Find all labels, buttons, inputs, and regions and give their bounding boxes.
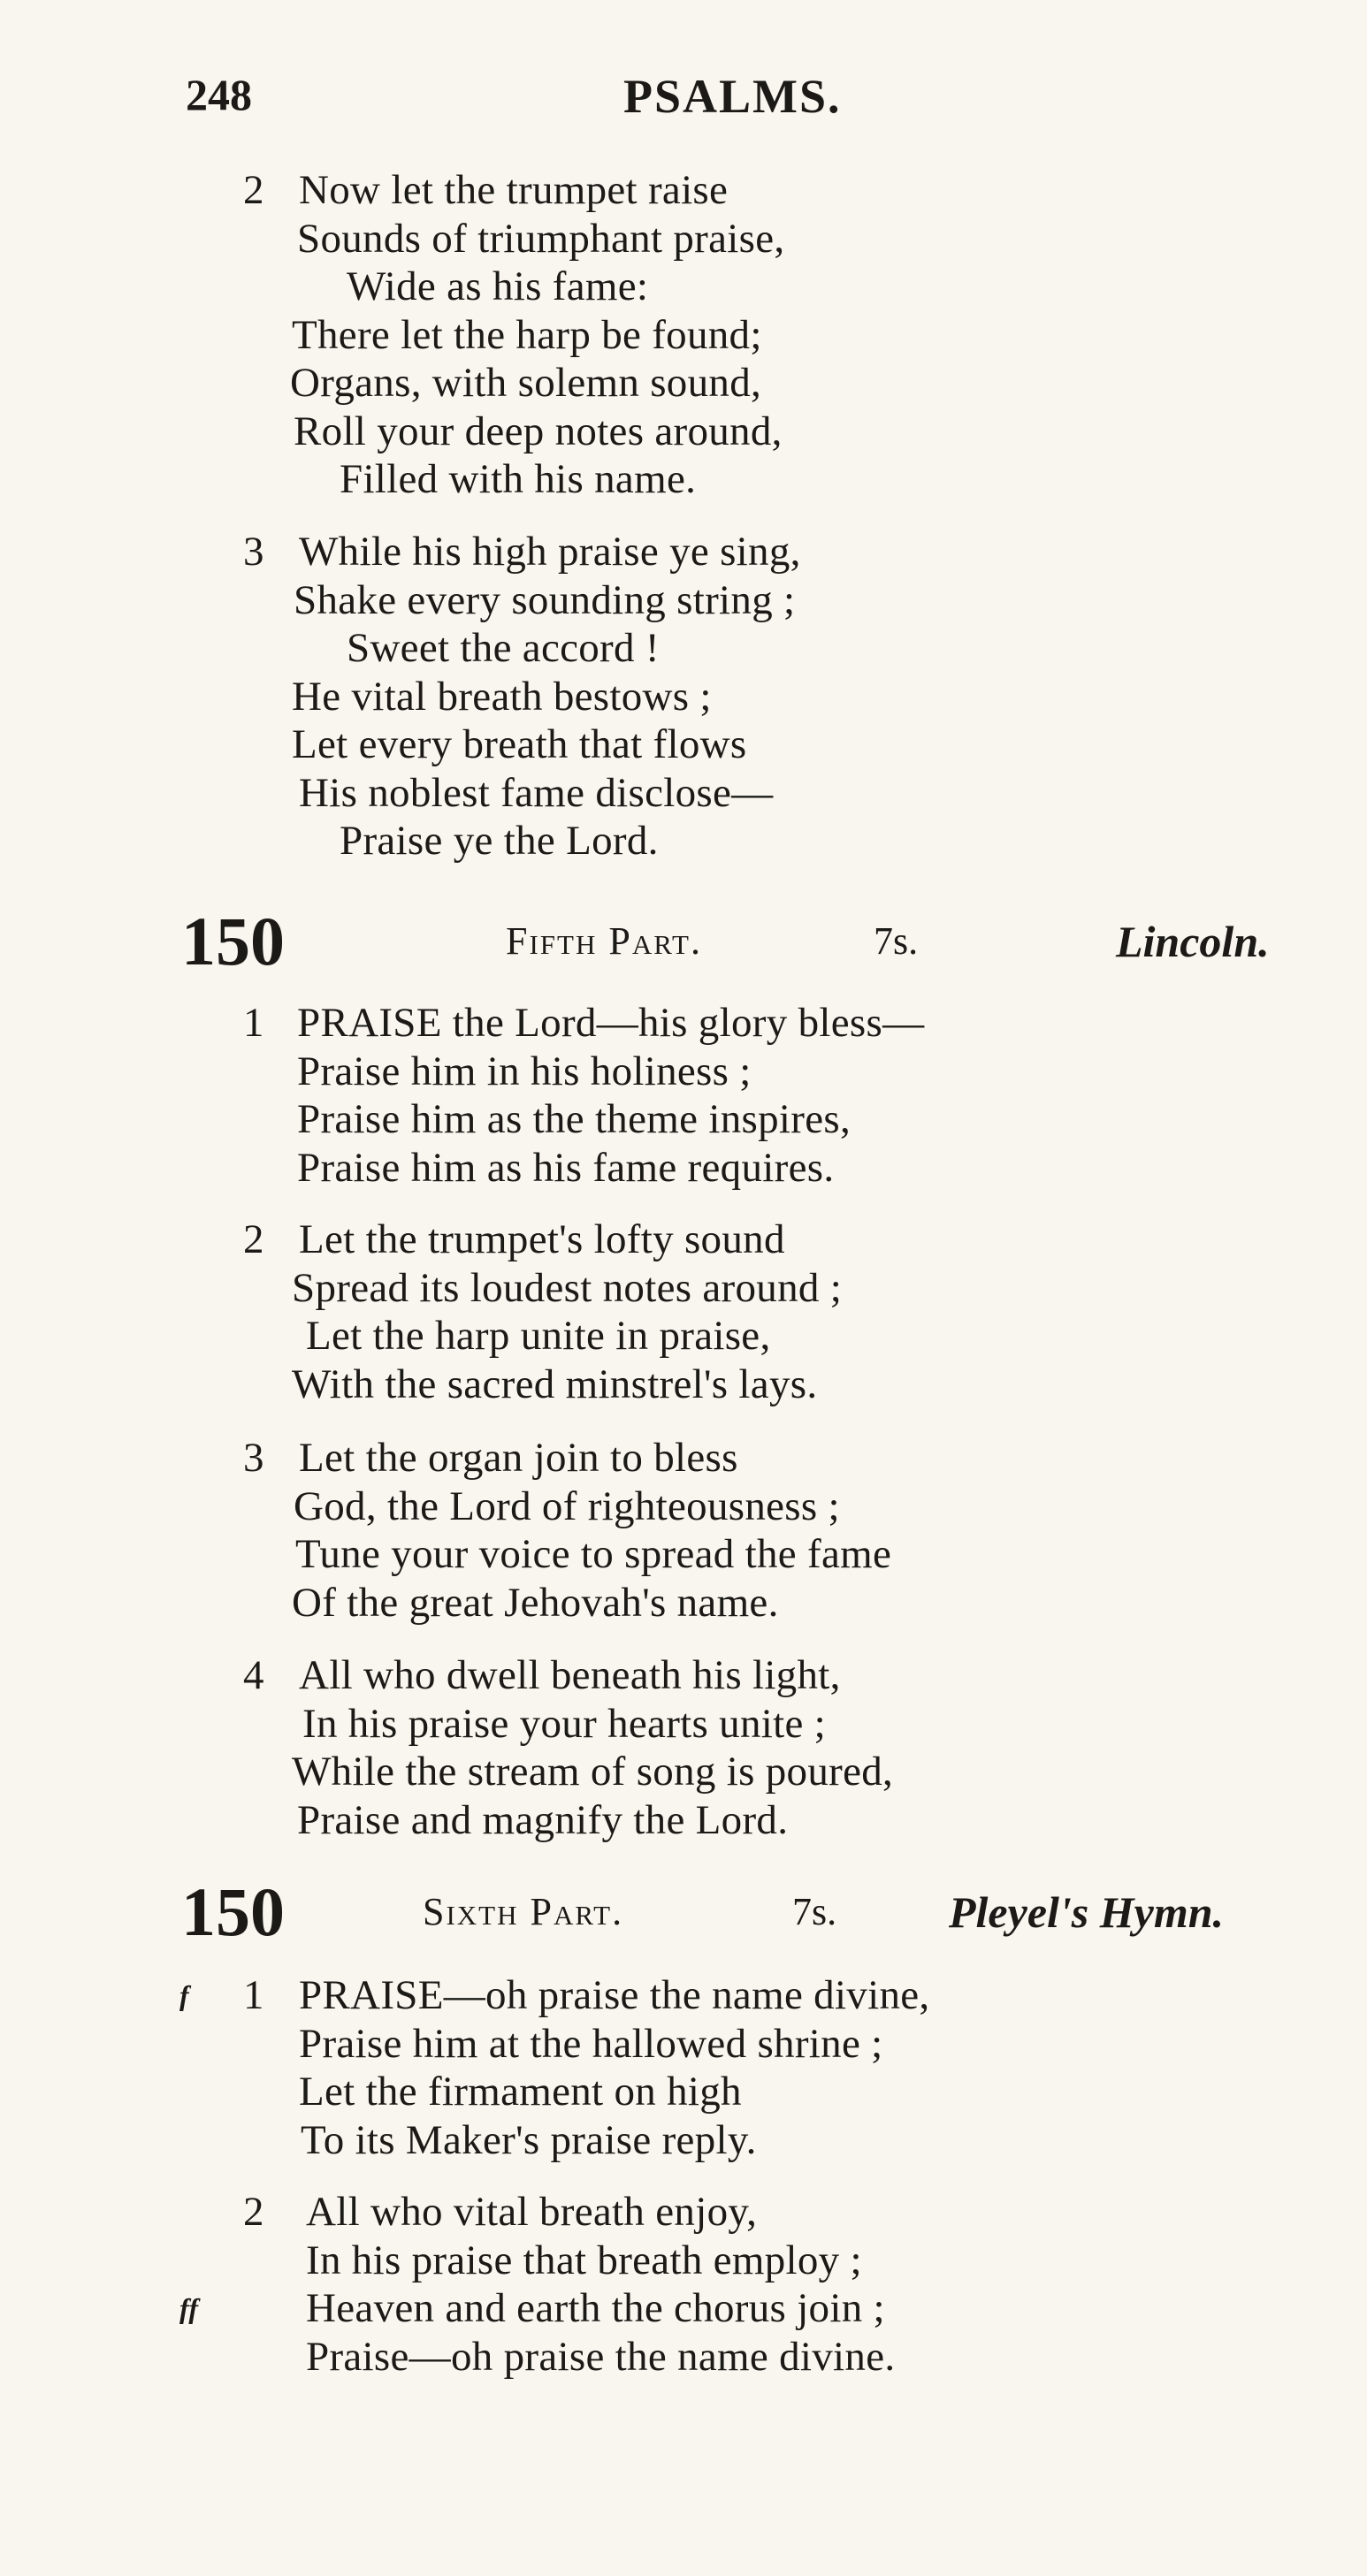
- verse-line: Praise him at the hallowed shrine ;: [299, 2020, 883, 2067]
- page-header: [0, 69, 1367, 131]
- verse-line: Shake every sounding string ;: [294, 576, 796, 623]
- hymn-heading-sixth-part: [0, 1872, 1367, 1952]
- verse-line: While the stream of song is poured,: [292, 1749, 894, 1795]
- page-number: 248: [186, 70, 252, 119]
- verse-line: He vital breath bestows ;: [292, 673, 712, 720]
- verse-line: PRAISE the Lord—his glory bless—: [297, 1000, 925, 1046]
- verse-line: Let the trumpet's lofty sound: [299, 1216, 785, 1262]
- verse-line: Praise and magnify the Lord.: [297, 1796, 789, 1843]
- verse-line: All who vital breath enjoy,: [306, 2189, 758, 2235]
- verse-line: Wide as his fame:: [347, 263, 649, 309]
- hymn-meter: 7s.: [874, 919, 919, 963]
- verse-line: Roll your deep notes around,: [294, 408, 783, 454]
- verse-line: Spread its loudest notes around ;: [292, 1264, 843, 1311]
- hymn-meter: 7s.: [792, 1890, 837, 1933]
- verse-line: Let the organ join to bless: [299, 1435, 738, 1481]
- stanza-number: 2: [243, 2189, 264, 2235]
- verse-line: Praise him as his fame requires.: [297, 1144, 835, 1191]
- running-title: PSALMS.: [623, 70, 842, 123]
- tune-name: Lincoln.: [1116, 917, 1270, 966]
- verse-line: While his high praise ye sing,: [299, 529, 801, 575]
- verse-line: Sounds of triumphant praise,: [297, 215, 785, 262]
- dynamic-mark-forte: f: [179, 1979, 189, 2011]
- hymn-number: 150: [181, 903, 285, 979]
- verse-line: Let every breath that flows: [292, 721, 747, 767]
- verse-line: In his praise your hearts unite ;: [302, 1700, 827, 1747]
- stanza-4: [0, 1651, 1367, 1844]
- verse-line: Organs, with solemn sound,: [290, 360, 762, 406]
- verse-line: Of the great Jehovah's name.: [292, 1579, 779, 1626]
- hymn-part: Fifth Part.: [506, 919, 702, 963]
- stanza-1: [0, 999, 1367, 1192]
- stanza-number: 1: [243, 1000, 264, 1046]
- stanza-number: 1: [243, 1972, 264, 2018]
- verse-line: Praise him as the theme inspires,: [297, 1096, 851, 1142]
- verse-line: His noblest fame disclose—: [299, 769, 774, 816]
- verse-line: In his praise that breath employ ;: [306, 2237, 862, 2283]
- verse-line: With the sacred minstrel's lays.: [292, 1360, 818, 1407]
- verse-line: Praise him in his holiness ;: [297, 1048, 752, 1094]
- stanza-3: [0, 1434, 1367, 1627]
- verse-line: There let the harp be found;: [292, 311, 762, 358]
- stanza-1: [0, 1971, 1367, 2164]
- stanza-3: [0, 528, 1367, 865]
- stanza-2: [0, 1216, 1367, 1408]
- stanza-2: [0, 2188, 1367, 2381]
- verse-line: Now let the trumpet raise: [299, 167, 729, 213]
- stanza-2: [0, 166, 1367, 504]
- verse-line: Filled with his name.: [340, 456, 697, 502]
- verse-line: God, the Lord of righteousness ;: [294, 1482, 840, 1529]
- verse-line: PRAISE—oh praise the name divine,: [299, 1972, 930, 2018]
- hymn-part: Sixth Part.: [423, 1890, 624, 1933]
- verse-line: Praise ye the Lord.: [340, 818, 659, 864]
- verse-line: Praise—oh praise the name divine.: [306, 2333, 896, 2380]
- verse-line: Tune your voice to spread the fame: [295, 1531, 892, 1577]
- stanza-number: 4: [243, 1652, 264, 1698]
- stanza-number: 2: [243, 1216, 264, 1262]
- hymn-heading-fifth-part: [0, 902, 1367, 981]
- verse-line: To its Maker's praise reply.: [301, 2116, 757, 2163]
- verse-line: Sweet the accord !: [347, 625, 660, 671]
- tune-name: Pleyel's Hymn.: [949, 1887, 1225, 1937]
- stanza-number: 2: [243, 167, 264, 213]
- stanza-number: 3: [243, 529, 264, 575]
- hymn-number: 150: [181, 1873, 285, 1950]
- stanza-number: 3: [243, 1435, 264, 1481]
- verse-line: Heaven and earth the chorus join ;: [306, 2285, 885, 2331]
- verse-line: All who dwell beneath his light,: [299, 1652, 841, 1698]
- verse-line: Let the firmament on high: [299, 2069, 742, 2115]
- dynamic-mark-fortissimo: ff: [179, 2292, 199, 2324]
- verse-line: Let the harp unite in praise,: [306, 1313, 771, 1359]
